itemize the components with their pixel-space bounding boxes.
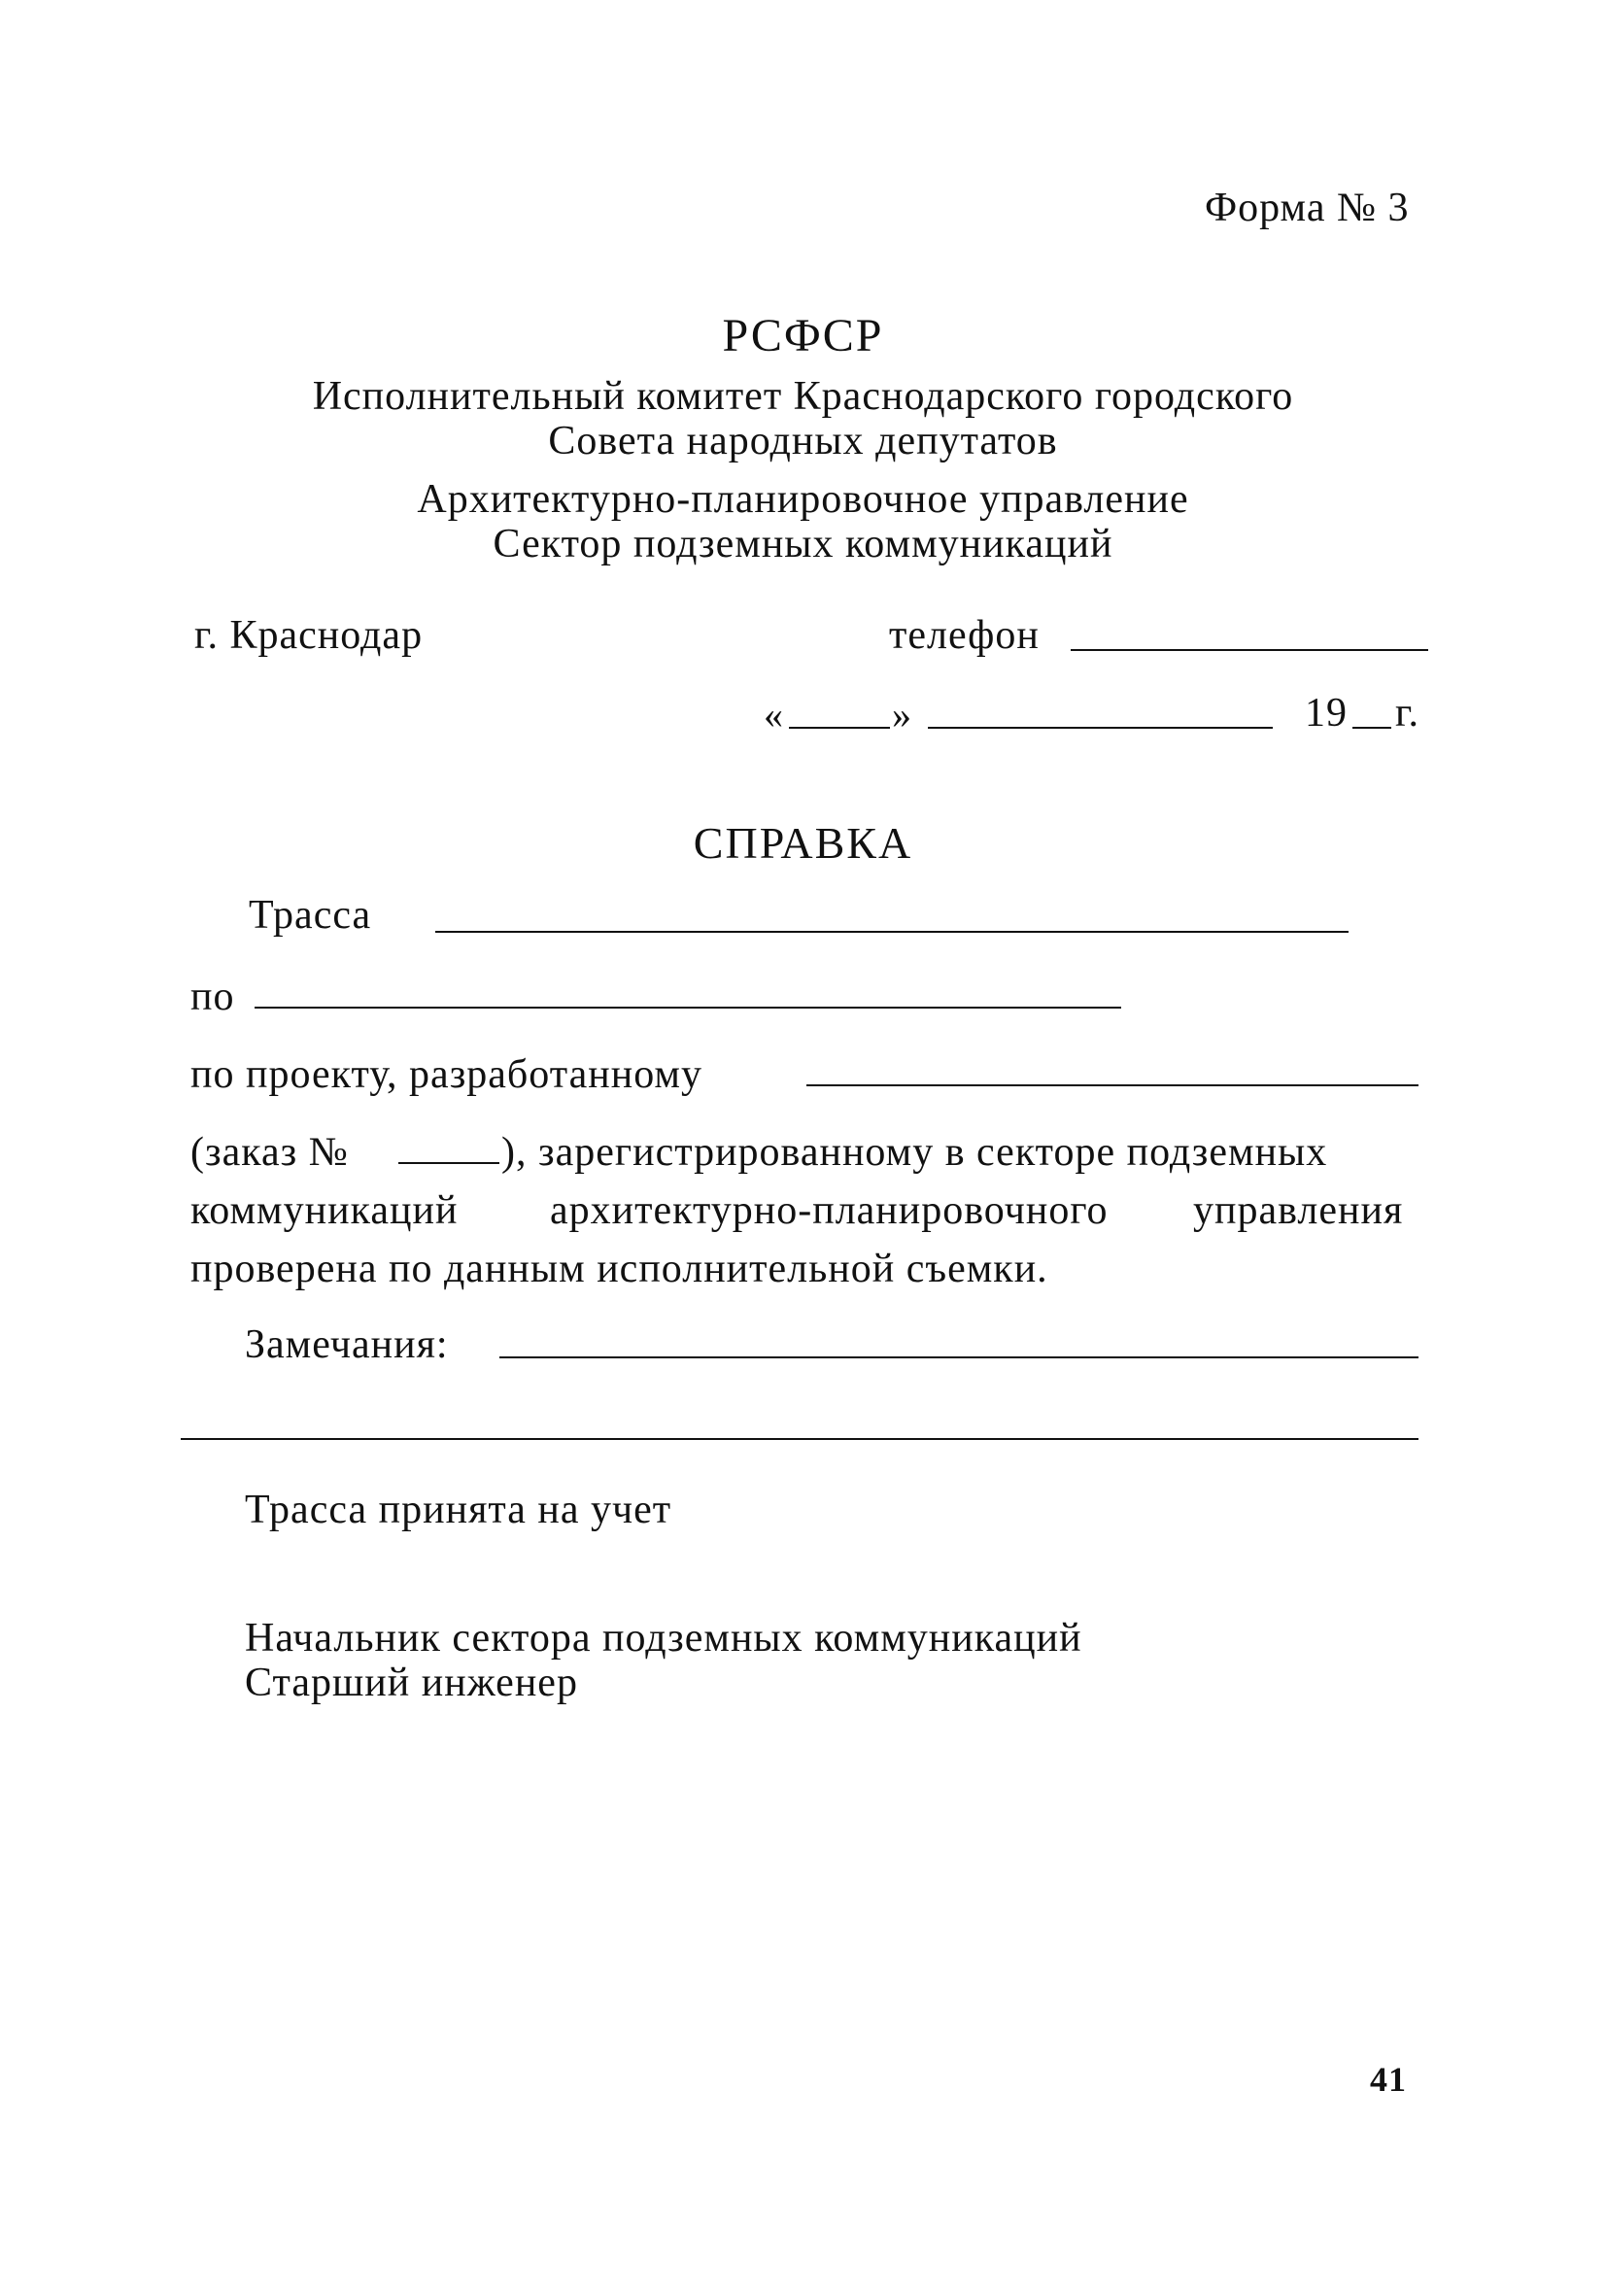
department-name: Архитектурно-планировочное управление [417, 477, 1189, 522]
committee-line-2: Совета народных депутатов [548, 419, 1058, 463]
committee-line-1: Исполнительный комитет Краснодарского городского [312, 374, 1294, 419]
date-close-quote: » [892, 693, 912, 737]
city-label: г. Краснодар [194, 613, 424, 658]
republic-heading: РСФСР [722, 310, 884, 361]
remarks-label: Замечания: [245, 1322, 449, 1367]
senior-engineer-signature-label: Старший инженер [245, 1661, 578, 1705]
day-field-line[interactable] [789, 727, 890, 729]
year-prefix: 19 [1305, 691, 1348, 736]
form-number: Форма № 3 [1205, 186, 1410, 230]
by-field-line[interactable] [255, 1007, 1121, 1009]
phone-field-line[interactable] [1071, 649, 1428, 651]
route-field-line[interactable] [435, 931, 1349, 933]
project-field-line[interactable] [806, 1084, 1418, 1086]
remarks-field-line-2[interactable] [181, 1438, 1418, 1440]
sector-name: Сектор подземных коммуникаций [493, 522, 1113, 566]
month-field-line[interactable] [928, 727, 1273, 729]
project-label: по проекту, разработанному [190, 1052, 702, 1097]
date-open-quote: « [764, 693, 784, 737]
by-label: по [190, 975, 235, 1019]
paragraph-word-2: архитектурно-планировочного [550, 1188, 1109, 1233]
document-title: СПРАВКА [693, 818, 913, 868]
phone-label: телефон [889, 613, 1040, 658]
route-label: Трасса [249, 893, 372, 938]
remarks-field-line[interactable] [499, 1356, 1418, 1358]
page-number: 41 [1370, 2060, 1407, 2099]
sector-head-signature-label: Начальник сектора подземных коммуникаций [245, 1616, 1082, 1661]
year-suffix: г. [1395, 691, 1419, 736]
order-number-label: (заказ № [190, 1130, 349, 1175]
paragraph-word-1: коммуникаций [190, 1188, 459, 1233]
paragraph-line-3: проверена по данным исполнительной съемки. [190, 1247, 1048, 1291]
paragraph-word-3: управления [1193, 1188, 1404, 1233]
order-number-field-line[interactable] [398, 1162, 499, 1164]
year-field-line[interactable] [1352, 727, 1391, 729]
accepted-text: Трасса принята на учет [245, 1488, 672, 1532]
order-registered-text: ), зарегистрированному в секторе подземных [501, 1130, 1328, 1175]
